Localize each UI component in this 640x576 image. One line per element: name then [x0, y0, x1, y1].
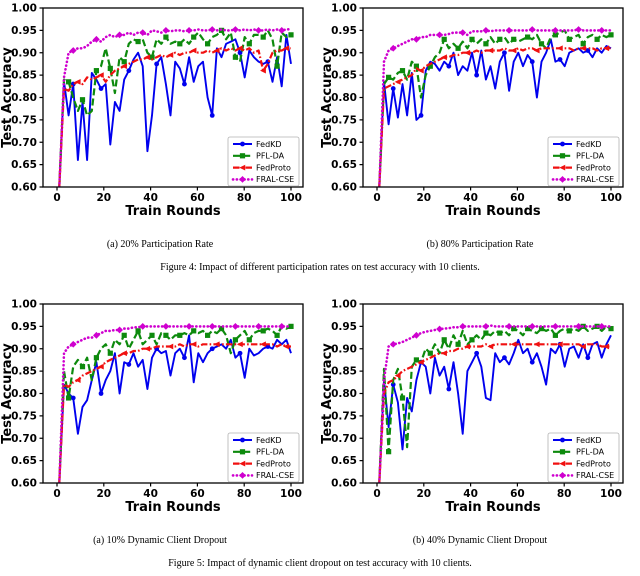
figure-5-block — [0, 296, 640, 570]
legend — [548, 433, 619, 482]
subcaption-fig5a: (a) 10% Dynamic Client Dropout — [93, 535, 227, 546]
svg-text:0: 0 — [53, 488, 61, 500]
svg-text:FedKD: FedKD — [576, 139, 602, 149]
svg-text:40: 40 — [143, 192, 158, 204]
svg-text:0.85: 0.85 — [11, 69, 37, 82]
figure-4-subcaptions — [0, 239, 640, 251]
svg-text:0.70: 0.70 — [331, 432, 357, 445]
svg-text:60: 60 — [510, 488, 525, 500]
svg-text:60: 60 — [190, 192, 205, 204]
x-axis-label: Train Rounds — [125, 204, 221, 219]
svg-text:FRAL-CSE: FRAL-CSE — [256, 175, 295, 185]
x-axis-label: Train Rounds — [445, 204, 541, 219]
svg-text:80: 80 — [236, 192, 252, 204]
svg-text:0.80: 0.80 — [331, 92, 357, 105]
y-axis-label: Test Accuracy — [320, 47, 335, 148]
svg-text:PFL-DA: PFL-DA — [576, 447, 605, 457]
x-axis-label: Train Rounds — [445, 500, 541, 515]
svg-text:FedProto: FedProto — [256, 459, 291, 469]
svg-text:100: 100 — [600, 488, 622, 500]
chart-dropout-40 — [320, 296, 640, 528]
line-chart-svg — [0, 296, 320, 528]
svg-text:0: 0 — [373, 192, 381, 204]
svg-text:0.60: 0.60 — [11, 181, 37, 194]
svg-text:0.90: 0.90 — [331, 343, 357, 356]
svg-text:0.80: 0.80 — [11, 92, 37, 105]
y-axis-label: Test Accuracy — [0, 47, 15, 148]
svg-text:0.90: 0.90 — [11, 47, 37, 60]
legend — [228, 433, 299, 482]
svg-text:100: 100 — [600, 192, 622, 204]
svg-text:0.95: 0.95 — [331, 320, 357, 333]
figure-4-caption: Figure 4: Impact of different participation rates on test accuracy with 10 clients. — [160, 262, 480, 273]
svg-text:40: 40 — [463, 488, 478, 500]
svg-text:40: 40 — [463, 192, 478, 204]
svg-text:0.75: 0.75 — [331, 410, 357, 423]
svg-text:FedKD: FedKD — [256, 139, 282, 149]
x-axis-label: Train Rounds — [125, 500, 221, 515]
legend — [548, 137, 619, 186]
svg-text:0.75: 0.75 — [11, 114, 37, 127]
svg-text:20: 20 — [96, 488, 112, 500]
svg-text:0.70: 0.70 — [11, 136, 37, 149]
svg-text:PFL-DA: PFL-DA — [256, 151, 285, 161]
figure-4-block — [0, 0, 640, 274]
svg-text:0.95: 0.95 — [11, 24, 37, 37]
svg-text:0.60: 0.60 — [331, 181, 357, 194]
figure-5-subcaptions — [0, 535, 640, 547]
svg-text:0.65: 0.65 — [11, 159, 37, 172]
svg-text:0: 0 — [373, 488, 381, 500]
svg-text:FedProto: FedProto — [256, 163, 291, 173]
svg-text:80: 80 — [556, 192, 572, 204]
svg-text:0.85: 0.85 — [11, 365, 37, 378]
svg-text:FedProto: FedProto — [576, 459, 611, 469]
figure-5-plots-row — [0, 296, 640, 528]
legend — [228, 137, 299, 186]
chart-dropout-10 — [0, 296, 320, 528]
svg-text:20: 20 — [416, 192, 432, 204]
figure-4-plots-row — [0, 0, 640, 232]
svg-text:0.75: 0.75 — [331, 114, 357, 127]
y-axis-label: Test Accuracy — [320, 343, 335, 444]
svg-text:FRAL-CSE: FRAL-CSE — [576, 175, 615, 185]
svg-text:FRAL-CSE: FRAL-CSE — [576, 471, 615, 481]
svg-text:FedKD: FedKD — [576, 435, 602, 445]
svg-text:100: 100 — [280, 192, 302, 204]
svg-text:PFL-DA: PFL-DA — [576, 151, 605, 161]
svg-text:0.70: 0.70 — [331, 136, 357, 149]
svg-text:1.00: 1.00 — [331, 298, 357, 311]
subcaption-fig4b: (b) 80% Participation Rate — [426, 239, 534, 250]
svg-text:20: 20 — [416, 488, 432, 500]
svg-text:0.80: 0.80 — [11, 388, 37, 401]
subcaption-fig4a: (a) 20% Participation Rate — [106, 239, 214, 250]
svg-text:60: 60 — [190, 488, 205, 500]
svg-text:1.00: 1.00 — [11, 2, 37, 15]
svg-text:1.00: 1.00 — [331, 2, 357, 15]
svg-text:0: 0 — [53, 192, 61, 204]
svg-text:0.65: 0.65 — [11, 455, 37, 468]
svg-text:0.65: 0.65 — [331, 159, 357, 172]
svg-text:0.85: 0.85 — [331, 365, 357, 378]
svg-text:FedProto: FedProto — [576, 163, 611, 173]
svg-text:0.95: 0.95 — [11, 320, 37, 333]
subcaption-fig5b: (b) 40% Dynamic Client Dropout — [412, 535, 548, 546]
svg-text:FRAL-CSE: FRAL-CSE — [256, 471, 295, 481]
svg-text:FedKD: FedKD — [256, 435, 282, 445]
svg-text:0.75: 0.75 — [11, 410, 37, 423]
svg-text:0.80: 0.80 — [331, 388, 357, 401]
svg-text:0.70: 0.70 — [11, 432, 37, 445]
chart-participation-80 — [320, 0, 640, 232]
svg-text:0.60: 0.60 — [11, 477, 37, 490]
svg-text:60: 60 — [510, 192, 525, 204]
svg-text:20: 20 — [96, 192, 112, 204]
svg-text:PFL-DA: PFL-DA — [256, 447, 285, 457]
line-chart-svg — [320, 296, 640, 528]
svg-text:80: 80 — [236, 488, 252, 500]
svg-text:80: 80 — [556, 488, 572, 500]
line-chart-svg — [320, 0, 640, 232]
svg-text:0.90: 0.90 — [11, 343, 37, 356]
line-chart-svg — [0, 0, 320, 232]
svg-text:100: 100 — [280, 488, 302, 500]
svg-text:0.85: 0.85 — [331, 69, 357, 82]
figure-5-caption: Figure 5: Impact of dynamic client dropout on test accuracy with 10 clients. — [168, 558, 472, 569]
svg-text:40: 40 — [143, 488, 158, 500]
y-axis-label: Test Accuracy — [0, 343, 15, 444]
svg-text:1.00: 1.00 — [11, 298, 37, 311]
svg-text:0.60: 0.60 — [331, 477, 357, 490]
chart-participation-20 — [0, 0, 320, 232]
svg-text:0.90: 0.90 — [331, 47, 357, 60]
svg-text:0.95: 0.95 — [331, 24, 357, 37]
svg-text:0.65: 0.65 — [331, 455, 357, 468]
